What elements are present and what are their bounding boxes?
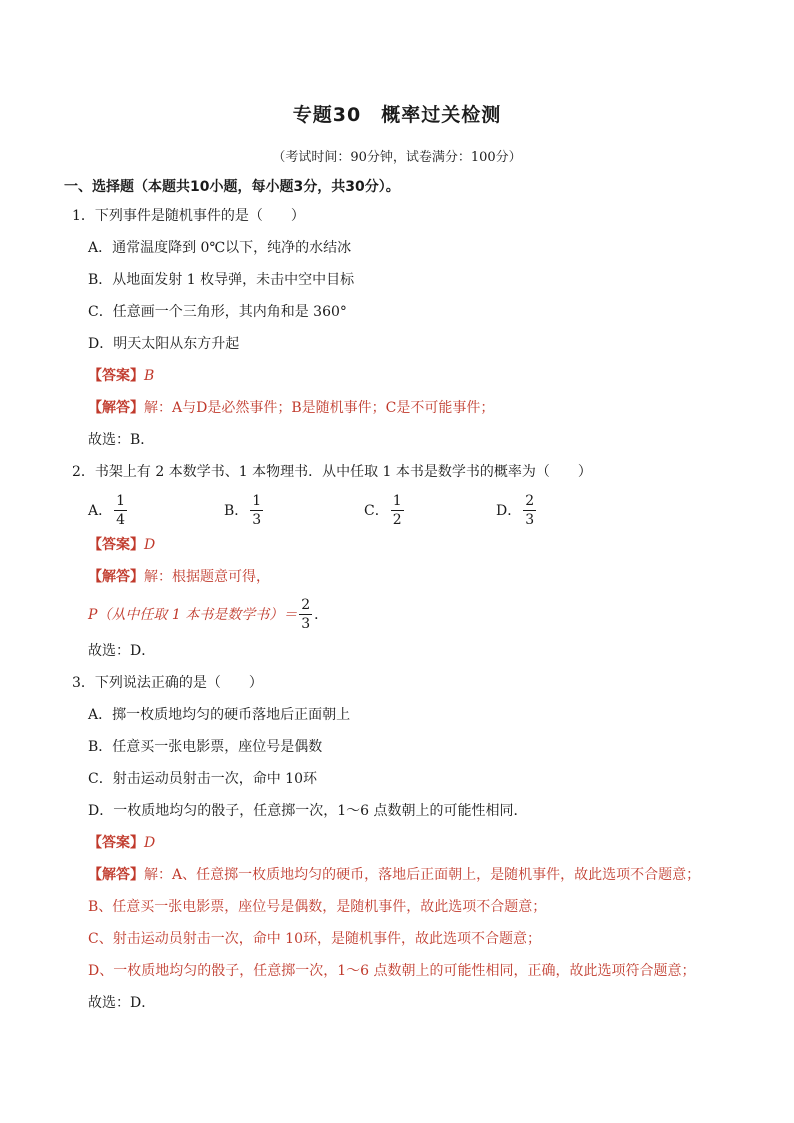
- fraction: $\frac{1}{4}$: [116, 492, 126, 528]
- q1-option-d: D．明天太阳从东方升起: [88, 336, 240, 352]
- answer-tag: 【答案】: [88, 537, 144, 553]
- q1-answer: [88, 366, 154, 386]
- q3-option-c: C．射击运动员射击一次，命中 10环: [88, 771, 317, 787]
- fraction: $\frac{2}{3}$: [301, 596, 311, 632]
- q2-explanation: [88, 567, 270, 587]
- q2-stem: 2．书架上有 2 本数学书、1 本物理书．从中任取 1 本书是数学书的概率为（ ）: [72, 464, 592, 480]
- q1-explanation: [88, 398, 494, 418]
- q3-option-b: B．任意买一张电影票，座位号是偶数: [88, 739, 323, 755]
- q2-equation: P（从中任取 1 本书是数学书）＝ $\frac{2}{3}$ ．: [88, 596, 329, 632]
- q2-option-d: D． $\frac{2}{3}$: [496, 492, 535, 528]
- q3-explanation-d: D、一枚质地均匀的骰子，任意掷一次，1～6 点数朝上的可能性相同，正确，故此选项符合题意；: [88, 963, 696, 979]
- page-title: 专题30 概率过关检测: [292, 104, 502, 126]
- answer-value: D: [144, 835, 156, 851]
- fraction: $\frac{1}{2}$: [392, 492, 402, 528]
- q2-option-b: B． $\frac{1}{3}$: [224, 492, 262, 528]
- answer-tag: 【答案】: [88, 835, 144, 851]
- fraction: $\frac{1}{3}$: [252, 492, 262, 528]
- q3-option-a: A．掷一枚质地均匀的硬币落地后正面朝上: [88, 707, 351, 723]
- q2-options: [88, 490, 608, 530]
- section-heading: 一、选择题（本题共10小题，每小题3分，共30分）。: [64, 179, 400, 195]
- q3-explanation-c: C、射击运动员射击一次，命中 10环，是随机事件，故此选项不合题意；: [88, 931, 541, 947]
- q2-answer: [88, 535, 155, 555]
- explain-text: 解：A与D是必然事件；B是随机事件；C是不可能事件；: [144, 400, 495, 416]
- exam-info: （考试时间：90分钟，试卷满分：100分）: [272, 150, 522, 165]
- q3-option-d: D．一枚质地均匀的骰子，任意掷一次，1～6 点数朝上的可能性相同．: [88, 803, 528, 819]
- explain-tag: 【解答】: [88, 867, 144, 883]
- explain-tag: 【解答】: [88, 400, 144, 416]
- q3-explanation-b: B、任意买一张电影票，座位号是偶数，是随机事件，故此选项不合题意；: [88, 899, 547, 915]
- q2-option-a: A． $\frac{1}{4}$: [88, 492, 126, 528]
- answer-value: D: [144, 537, 156, 553]
- explain-text: 解：A、任意掷一枚质地均匀的硬币，落地后正面朝上，是随机事件，故此选项不合题意；: [144, 867, 701, 883]
- explain-text: 解：根据题意可得，: [144, 569, 270, 585]
- q3-stem: 3．下列说法正确的是（ ）: [72, 675, 263, 691]
- q3-answer: [88, 833, 155, 853]
- answer-tag: 【答案】: [88, 368, 144, 384]
- q2-conclusion: 故选：D．: [88, 643, 156, 659]
- q1-conclusion: 故选：B．: [88, 432, 155, 448]
- q2-option-c: C． $\frac{1}{2}$: [364, 492, 402, 528]
- q1-stem: 1．下列事件是随机事件的是（ ）: [72, 208, 305, 224]
- answer-value: B: [144, 368, 155, 384]
- q3-explanation: [88, 865, 700, 885]
- fraction: $\frac{2}{3}$: [525, 492, 535, 528]
- q1-option-c: C．任意画一个三角形，其内角和是 360°: [88, 304, 347, 320]
- q1-option-b: B．从地面发射 1 枚导弹，未击中空中目标: [88, 272, 355, 288]
- q3-conclusion: 故选：D．: [88, 995, 156, 1011]
- q1-option-a: A．通常温度降到 0℃以下，纯净的水结冰: [88, 240, 352, 256]
- explain-tag: 【解答】: [88, 569, 144, 585]
